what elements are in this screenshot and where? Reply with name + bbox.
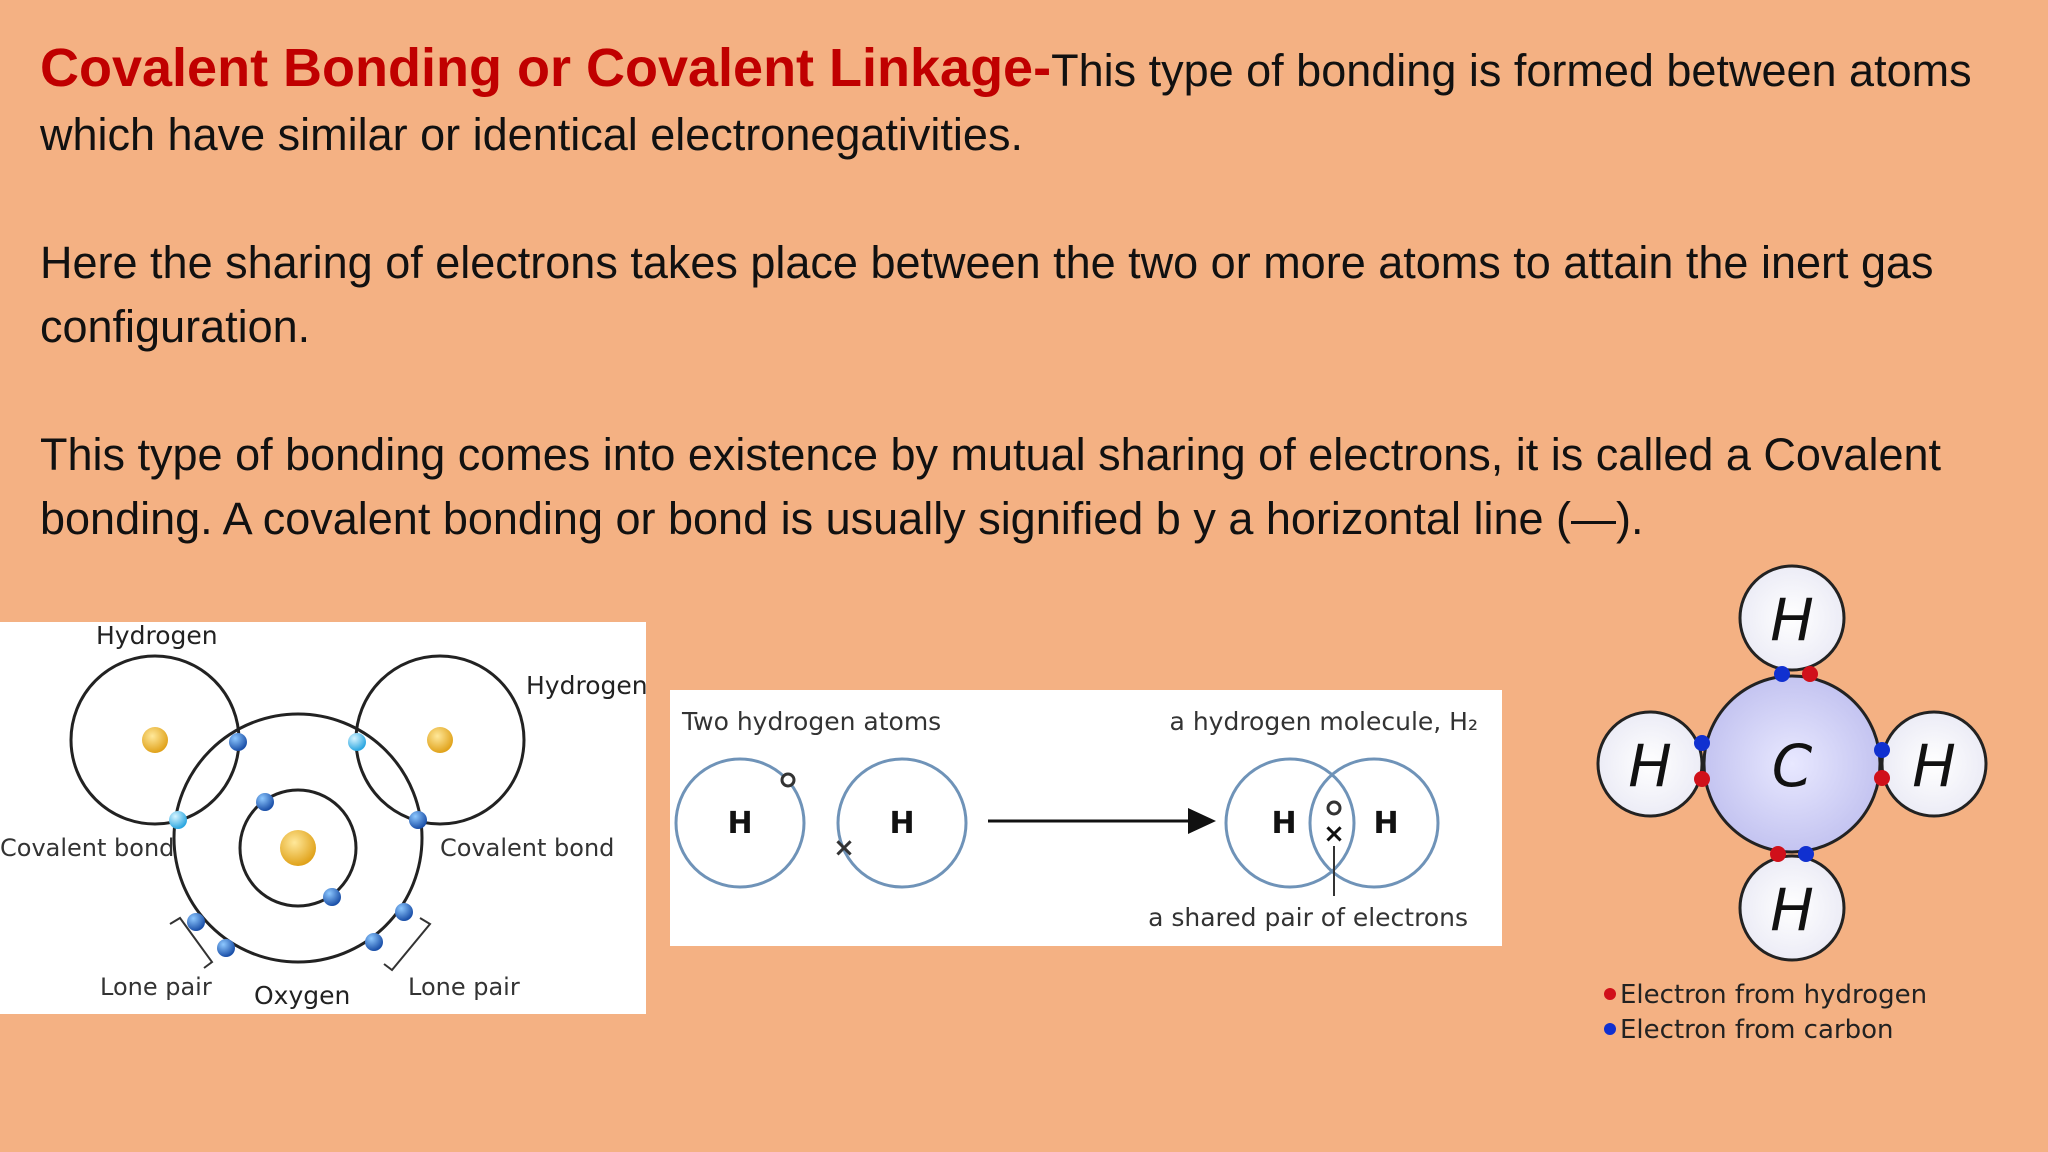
oxygen-nucleus <box>280 830 316 866</box>
reaction-arrow-head <box>1188 808 1216 834</box>
hydrogen-right-nucleus <box>427 727 453 753</box>
electron-hydrogen <box>1802 666 1818 682</box>
label-shared-pair: a shared pair of electrons <box>1148 903 1468 932</box>
electron-carbon <box>1798 846 1814 862</box>
atom-symbol: H <box>1271 806 1297 841</box>
atom-symbol: H <box>727 806 753 841</box>
bond-electron <box>229 733 247 751</box>
label-hydrogen-molecule: a hydrogen molecule, H₂ <box>1169 707 1478 736</box>
hydrogen-symbol-right: H <box>1912 732 1956 800</box>
electron-cross: × <box>833 833 855 863</box>
shared-electron-open <box>1328 802 1340 814</box>
bond-electron <box>169 811 187 829</box>
slide-title: Covalent Bonding or Covalent Linkage- <box>40 38 1052 98</box>
legend-hydrogen-label: Electron from hydrogen <box>1620 980 1928 1010</box>
paragraph-1 <box>40 36 2020 167</box>
hydrogen-symbol-bottom: H <box>1770 876 1814 944</box>
inner-electron <box>256 793 274 811</box>
electron-open <box>782 774 794 786</box>
methane-diagram <box>1580 560 2020 1080</box>
lone-pair-electron <box>365 933 383 951</box>
legend-hydrogen-dot <box>1604 988 1616 1000</box>
atom-symbol: H <box>1373 806 1399 841</box>
hydrogen-left-nucleus <box>142 727 168 753</box>
inner-electron <box>323 888 341 906</box>
slide-text <box>40 36 2020 615</box>
bond-electron <box>409 811 427 829</box>
water-diagram-svg <box>0 622 646 1014</box>
shared-electron-cross: × <box>1323 819 1345 849</box>
methane-diagram-svg <box>1580 560 2020 1080</box>
electron-hydrogen <box>1874 770 1890 786</box>
label-hydrogen-left: Hydrogen <box>96 622 218 650</box>
legend-carbon-dot <box>1604 1023 1616 1035</box>
lone-pair-electron <box>187 913 205 931</box>
paragraph-3: This type of bonding comes into existence by mutual sharing of electrons, it is called a Covalent bonding. A covalent bonding or bond is usually signified b y a horizontal line (—). <box>40 429 1942 544</box>
electron-hydrogen <box>1770 846 1786 862</box>
hydrogen-symbol-left: H <box>1628 732 1672 800</box>
atom-symbol: H <box>889 806 915 841</box>
h2-diagram-svg <box>670 690 1502 946</box>
electron-carbon <box>1694 735 1710 751</box>
carbon-symbol: C <box>1771 732 1813 800</box>
hydrogen-molecule-diagram <box>670 690 1502 946</box>
lone-pair-electron <box>395 903 413 921</box>
label-hydrogen-right: Hydrogen <box>526 671 646 700</box>
water-molecule-diagram <box>0 622 646 1014</box>
electron-carbon <box>1874 742 1890 758</box>
electron-hydrogen <box>1694 771 1710 787</box>
label-two-hydrogen-atoms: Two hydrogen atoms <box>682 707 942 736</box>
label-covalent-right: Covalent bond <box>440 834 615 862</box>
label-covalent-left: Covalent bond <box>0 834 175 862</box>
lone-pair-bracket-right <box>384 918 430 970</box>
legend-carbon-label: Electron from carbon <box>1620 1015 1894 1045</box>
hydrogen-symbol-top: H <box>1770 586 1814 654</box>
paragraph-1-text: This type of bonding is formed between atoms which have similar or identical electronegativities. <box>40 45 1972 160</box>
paragraph-2: Here the sharing of electrons takes place between the two or more atoms to attain the inert gas configuration. <box>40 237 1934 352</box>
label-lone-pair-right: Lone pair <box>408 973 520 1001</box>
electron-carbon <box>1774 666 1790 682</box>
bond-electron <box>348 733 366 751</box>
label-oxygen: Oxygen <box>254 981 351 1010</box>
lone-pair-electron <box>217 939 235 957</box>
label-lone-pair-left: Lone pair <box>100 973 212 1001</box>
